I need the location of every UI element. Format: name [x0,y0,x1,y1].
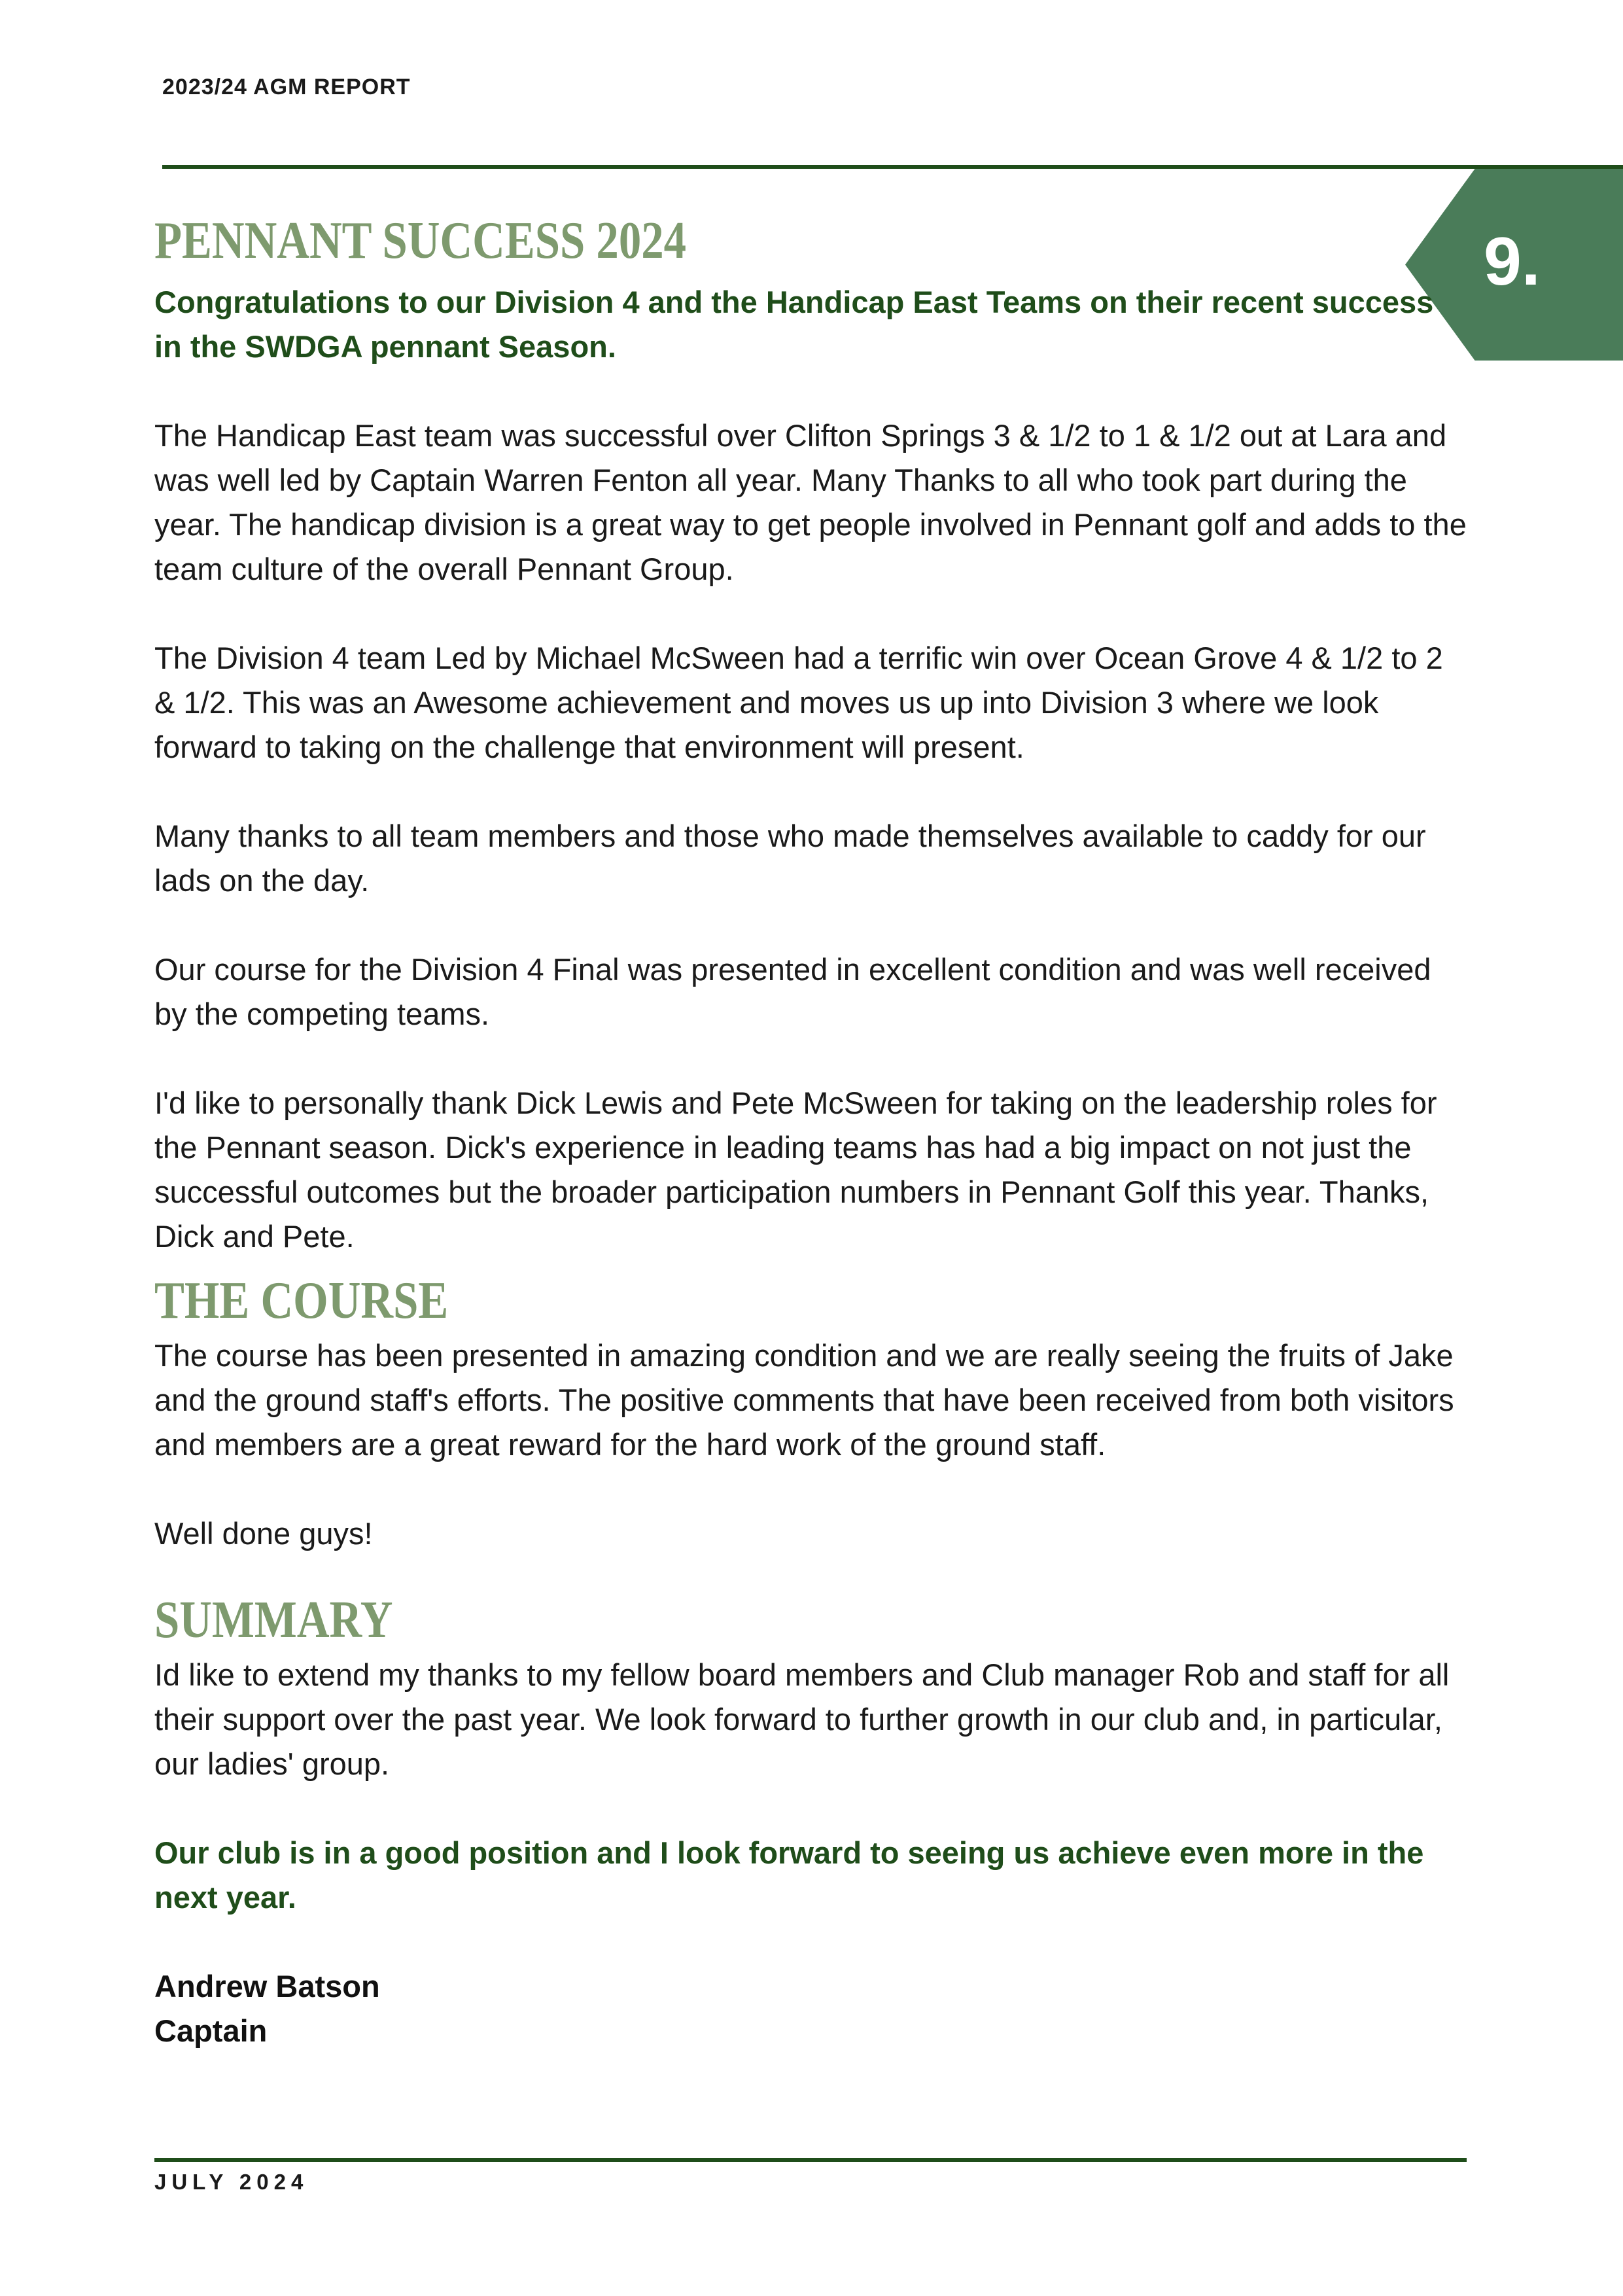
summary-section-heading: SUMMARY [154,1591,393,1649]
pennant-lead-text: Congratulations to our Division 4 and the Handicap East Teams on their recent success in the SWDGA pennant Season. [154,285,1434,364]
pennant-paragraph: The Division 4 team Led by Michael McSween had a terrific win over Ocean Grove 4 & 1/2 to 2 & 1/2. This was an Awesome achievement and moves us up into Division 3 where we look forward to taking on the challenge that environment will present. [154,641,1443,764]
pennant-paragraph: Many thanks to all team members and those who made themselves available to caddy for our lads on the day. [154,819,1426,898]
summary-paragraph: Id like to extend my thanks to my fellow board members and Club manager Rob and staff for all their support over the past year. We look forward to further growth in our club and, in particular, our ladies' group. [154,1657,1450,1781]
course-paragraph: Well done guys! [154,1516,373,1551]
closing-statement: Our club is in a good position and I look forward to seeing us achieve even more in the next year. [154,1835,1424,1915]
top-divider [162,165,1623,169]
pennant-paragraph: Our course for the Division 4 Final was presented in excellent condition and was well received by the competing teams. [154,952,1431,1031]
pennant-paragraph: I'd like to personally thank Dick Lewis and Pete McSween for taking on the leadership roles for the Pennant season. Dick's experience in leading teams has had a big impact on not just the successful outcomes but the broader participation numbers in Pennant Golf this year. Thanks, Dick and Pete. [154,1086,1437,1254]
course-paragraph: The course has been presented in amazing condition and we are really seeing the fruits of Jake and the ground staff's efforts. The positive comments that have been received from both visitors and members are a great reward for the hard work of the ground staff. [154,1338,1454,1462]
page-content [154,208,1469,2053]
signature-block [154,1964,1469,2053]
page-number: 9. [1484,224,1541,300]
footer-date: JULY 2024 [154,2170,309,2194]
signature-name: Andrew Batson [154,1969,380,2004]
signature-role: Captain [154,2013,268,2048]
pennant-section-heading: PENNANT SUCCESS 2024 [154,212,687,270]
pennant-paragraph: The Handicap East team was successful over Clifton Springs 3 & 1/2 to 1 & 1/2 out at Lara and was well led by Captain Warren Fenton all year. Many Thanks to all who took part during the year. The handicap division is a great way to get people involved in Pennant golf and adds to the team culture of the overall Pennant Group. [154,418,1467,586]
bottom-divider [154,2158,1467,2162]
report-label: 2023/24 AGM REPORT [162,75,411,99]
course-section-heading: THE COURSE [154,1272,449,1330]
